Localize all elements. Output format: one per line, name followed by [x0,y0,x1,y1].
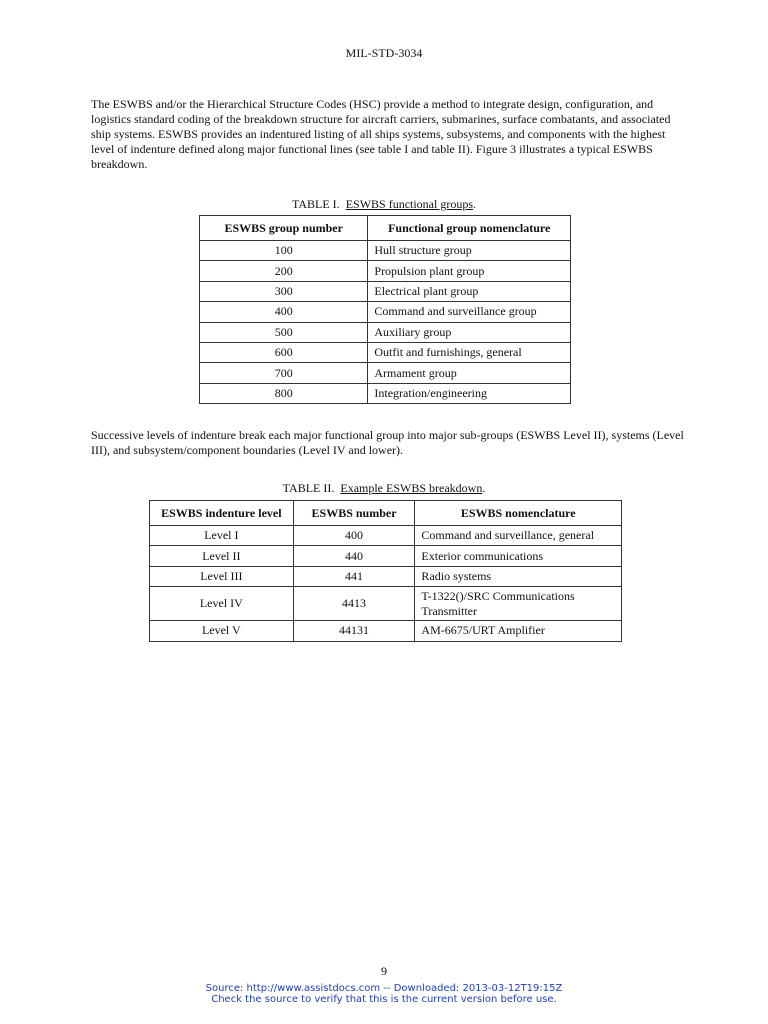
functional-groups-table [199,215,571,404]
group-number-cell: 500 [200,322,368,342]
table1-caption-title: ESWBS functional groups [345,197,474,211]
table-header-row [150,501,622,526]
table-row [200,302,571,322]
eswbs-nomenclature-cell: Command and surveillance, general [415,526,622,546]
table-row [150,526,622,546]
table2-caption-title: Example ESWBS breakdown [340,481,483,495]
column-header: ESWBS nomenclature [415,501,622,526]
eswbs-nomenclature-cell: Radio systems [415,566,622,586]
breakdown-table [149,500,622,642]
source-line: Source: http://www.assistdocs.com -- Downloaded: 2013-03-12T19:15Z [205,983,563,994]
group-number-cell: 100 [200,241,368,261]
table1-caption-prefix: TABLE I. [291,197,340,211]
table1-caption-suffix: . [473,197,477,211]
eswbs-number-cell: 441 [293,566,415,586]
group-nomenclature-cell: Hull structure group [368,241,571,261]
indenture-levels-paragraph: Successive levels of indenture break each major functional group into major sub-groups (ESWBS Level II), systems (Level III), and subsystem/component boundaries (Level IV and lower). [91,428,684,457]
table-row [150,566,622,586]
document-id-header: MIL-STD-3034 [345,46,423,60]
table1-caption [0,197,768,212]
group-number-cell: 800 [200,383,368,403]
table-row [200,241,571,261]
table2-caption-suffix: . [482,481,486,495]
page-number: 9 [381,964,387,978]
indenture-level-cell: Level V [150,621,294,641]
eswbs-nomenclature-cell: AM-6675/URT Amplifier [415,621,622,641]
eswbs-number-cell: 440 [293,546,415,566]
column-header: Functional group nomenclature [368,216,571,241]
table2-caption-prefix: TABLE II. [282,481,335,495]
eswbs-number-cell: 44131 [293,621,415,641]
group-nomenclature-cell: Integration/engineering [368,383,571,403]
indenture-level-cell: Level II [150,546,294,566]
eswbs-nomenclature-cell: T-1322()/SRC Communications Transmitter [415,587,622,621]
group-number-cell: 700 [200,363,368,383]
eswbs-number-cell: 4413 [293,587,415,621]
table-row [200,342,571,362]
table-row [150,621,622,641]
group-nomenclature-cell: Outfit and furnishings, general [368,342,571,362]
eswbs-number-cell: 400 [293,526,415,546]
table-row [200,383,571,403]
table-row [200,363,571,383]
group-number-cell: 400 [200,302,368,322]
intro-paragraph: The ESWBS and/or the Hierarchical Structure Codes (HSC) provide a method to integrate design, configuration, and logistics standard coding of the breakdown structure for aircraft carriers, submarines, surface combatants, and associated ship systems. ESWBS provides an indentured listing of all ships systems, subsystems, and components with the highest level of indenture defined along major functional lines (see table I and table II). Figure 3 illustrates a typical ESWBS breakdown. [91,97,671,171]
column-header: ESWBS group number [200,216,368,241]
table-header-row [200,216,571,241]
column-header: ESWBS number [293,501,415,526]
table-row [200,261,571,281]
table-row [200,322,571,342]
table-row [150,587,622,621]
column-header: ESWBS indenture level [150,501,294,526]
table-row [150,546,622,566]
group-number-cell: 600 [200,342,368,362]
indenture-level-cell: Level III [150,566,294,586]
group-nomenclature-cell: Auxiliary group [368,322,571,342]
table-row [200,281,571,301]
eswbs-nomenclature-cell: Exterior communications [415,546,622,566]
group-number-cell: 300 [200,281,368,301]
group-number-cell: 200 [200,261,368,281]
source-footer [0,983,768,1005]
group-nomenclature-cell: Electrical plant group [368,281,571,301]
indenture-level-cell: Level IV [150,587,294,621]
group-nomenclature-cell: Propulsion plant group [368,261,571,281]
group-nomenclature-cell: Command and surveillance group [368,302,571,322]
verify-line: Check the source to verify that this is the current version before use. [211,994,557,1005]
table2-caption [0,481,768,496]
indenture-level-cell: Level I [150,526,294,546]
group-nomenclature-cell: Armament group [368,363,571,383]
